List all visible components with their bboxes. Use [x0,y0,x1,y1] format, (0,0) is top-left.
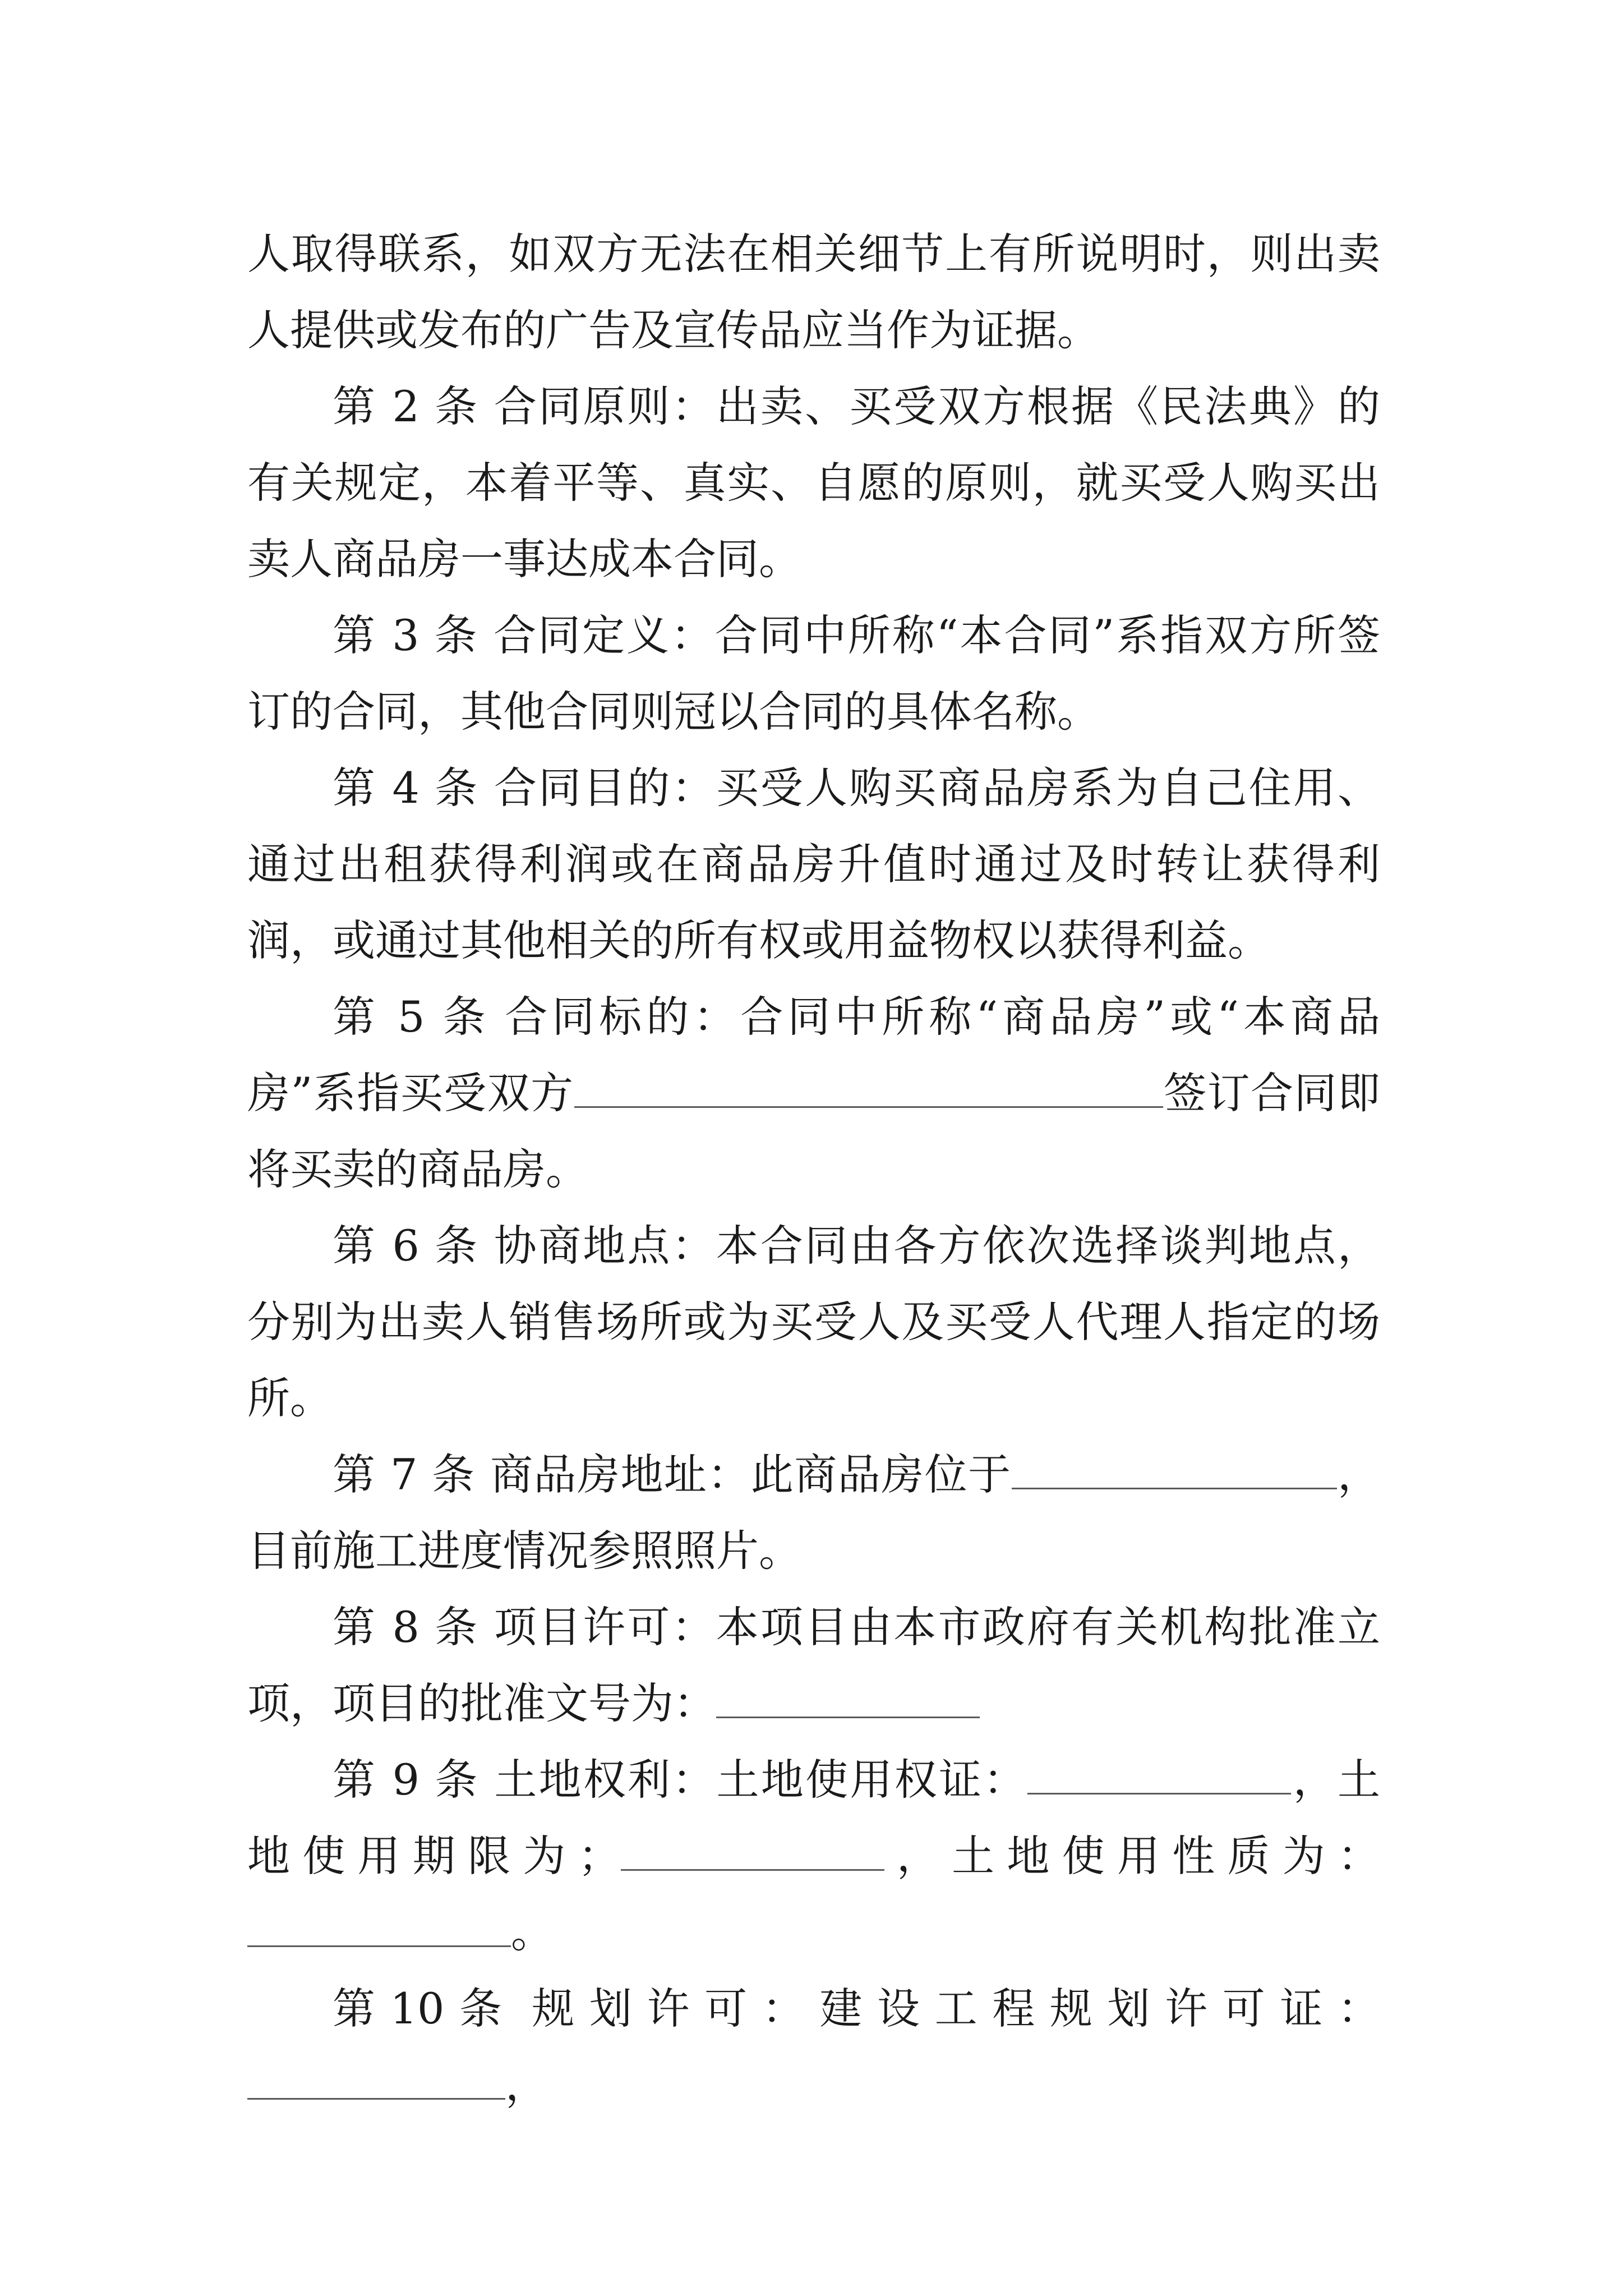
article-text-middle: ，土地使用性质为： [884,1831,1381,1881]
article-2 [247,369,1380,597]
paragraph-text: 人取得联系，如双方无法在相关细节上有所说明时，则出卖人提供或发布的广告及宣传品应当作为证据。 [247,229,1380,355]
article-5 [247,979,1380,1208]
article-4 [247,750,1380,979]
fill-in-blank[interactable] [716,1682,980,1718]
article-number: 第10条 [333,1984,517,2033]
article-3 [247,597,1380,750]
article-number: 第 8 条 [333,1602,479,1652]
paragraph-continuation [247,216,1380,369]
article-number: 第 2 条 [333,381,479,431]
article-text-after-blank: 。 [511,1907,554,1957]
fill-in-blank[interactable] [574,1071,1163,1108]
article-text: 合同原则：出卖、买受双方根据《民法典》的有关规定，本着平等、真实、自愿的原则，就买受人购买出卖人商品房一事达成本合同。 [247,381,1381,584]
article-text-before-blank: 合同标的：合同中所称“商品房”或“本商品房”系指买受双方 [247,992,1380,1118]
article-10 [247,1971,1380,2123]
article-text: 合同定义：合同中所称“本合同”系指双方所签订的合同，其他合同则冠以合同的具体名称。 [247,610,1380,737]
article-text-before-blank: 商品房地址：此商品房位于 [490,1450,1012,1499]
article-text-before-blank: 规划许可：建设工程规划许可证： [532,1984,1380,2033]
article-7 [247,1437,1380,1589]
article-text-before-blank: 土地权利：土地使用权证： [494,1755,1028,1805]
article-text-before-blank: 项目许可：本项目由本市政府有关机构批准立项，项目的批准文号为： [247,1602,1381,1728]
article-9 [247,1742,1380,1971]
article-number: 第 4 条 [333,763,479,813]
article-number: 第 6 条 [333,1221,479,1271]
fill-in-blank[interactable] [247,1911,511,1947]
article-text: 合同目的：买受人购买商品房系为自己住用、通过出租获得利润或在商品房升值时通过及时转让获得利润，或通过其他相关的所有权或用益物权以获得利益。 [247,763,1381,965]
fill-in-blank[interactable] [621,1834,884,1871]
article-text-after-blank: ，目前施工进度情况参照照片。 [247,1450,1381,1576]
fill-in-blank[interactable] [1027,1758,1291,1795]
article-text: 协商地点：本合同由各方依次选择谈判地点，分别为出卖人销售场所或为买受人及买受人代理人指定的场所。 [247,1221,1381,1423]
article-text-after-blank: 签订合同即将买卖的商品房。 [247,1068,1381,1194]
article-number: 第 7 条 [333,1450,476,1499]
fill-in-blank[interactable] [247,2063,505,2100]
fill-in-blank[interactable] [1012,1453,1337,1489]
document-body [247,216,1380,2123]
article-6 [247,1208,1380,1437]
article-text-middle: ，土地使用期限为； [247,1755,1381,1881]
article-number: 第 3 条 [333,610,479,660]
article-number: 第 5 条 [333,992,490,1042]
article-number: 第 9 条 [333,1755,479,1805]
article-8 [247,1589,1380,1742]
article-text-after-blank: ， [505,2060,548,2110]
